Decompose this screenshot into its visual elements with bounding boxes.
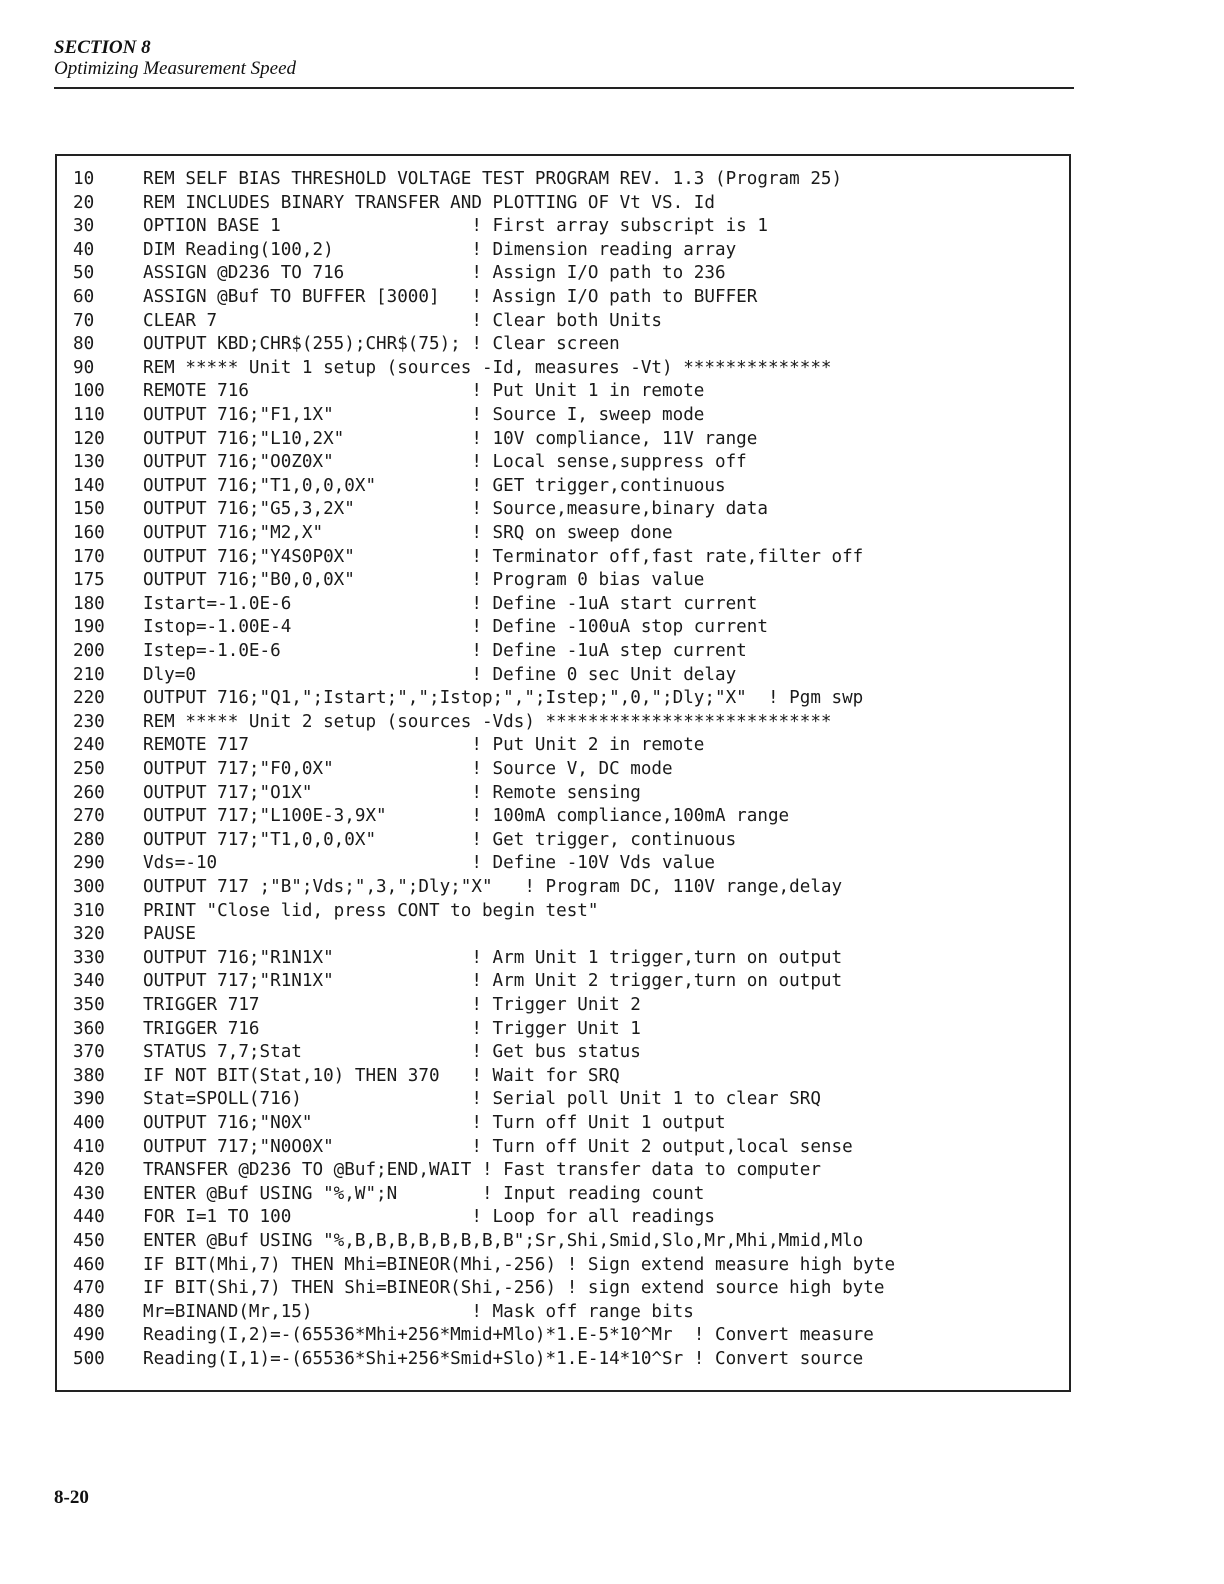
code-statement: Istop=-1.00E-4 ! Define -100uA stop current <box>143 617 768 638</box>
code-statement: REM INCLUDES BINARY TRANSFER AND PLOTTING OF Vt VS. Id <box>143 192 715 213</box>
line-number: 70 <box>73 310 95 331</box>
code-statement: OUTPUT 716;"M2,X" ! SRQ on sweep done <box>143 523 673 543</box>
line-number: 270 <box>73 806 105 827</box>
code-statement: Vds=-10 ! Define -10V Vds value <box>143 853 715 874</box>
line-number: 290 <box>73 853 105 874</box>
page-number: 8-20 <box>54 1487 89 1508</box>
line-number: 30 <box>73 216 95 237</box>
code-statement: REM ***** Unit 1 setup (sources -Id, measures -Vt) ************** <box>143 357 832 378</box>
code-statement: Mr=BINAND(Mr,15) ! Mask off range bits <box>143 1301 694 1322</box>
code-statement: ASSIGN @Buf TO BUFFER [3000] ! Assign I/O path to BUFFER <box>143 287 758 307</box>
code-statement: CLEAR 7 ! Clear both Units <box>143 310 663 331</box>
code-statement: STATUS 7,7;Stat ! Get bus status <box>143 1042 641 1063</box>
line-number: 130 <box>73 452 105 473</box>
line-number: 240 <box>73 735 105 756</box>
line-number: 370 <box>73 1042 105 1063</box>
line-number: 80 <box>73 334 95 355</box>
line-number: 390 <box>73 1089 105 1110</box>
code-statement: IF NOT BIT(Stat,10) THEN 370 ! Wait for SRQ <box>143 1065 620 1086</box>
line-number: 440 <box>73 1207 105 1228</box>
line-number: 350 <box>73 995 105 1015</box>
header-rule <box>54 87 1074 89</box>
code-statement: Istep=-1.0E-6 ! Define -1uA step current <box>143 641 747 661</box>
line-number: 430 <box>73 1183 105 1204</box>
line-number: 330 <box>73 947 105 968</box>
line-number: 50 <box>73 263 95 284</box>
code-statement: Stat=SPOLL(716) ! Serial poll Unit 1 to clear SRQ <box>143 1089 821 1110</box>
line-number: 20 <box>73 192 95 213</box>
line-number: 360 <box>73 1018 105 1039</box>
code-statement: IF BIT(Shi,7) THEN Shi=BINEOR(Shi,-256) ! sign extend source high byte <box>143 1278 885 1299</box>
line-number: 150 <box>73 499 105 520</box>
line-number: 190 <box>73 617 105 638</box>
line-number: 250 <box>73 759 105 779</box>
line-number: 470 <box>73 1278 105 1299</box>
line-number: 490 <box>73 1325 105 1346</box>
line-number: 200 <box>73 641 105 661</box>
line-number: 120 <box>73 428 105 449</box>
section-title: Optimizing Measurement Speed <box>54 58 297 79</box>
code-statement: OUTPUT 716;"F1,1X" ! Source I, sweep mode <box>143 405 705 425</box>
line-number: 400 <box>73 1113 105 1133</box>
code-statement: OUTPUT 716;"T1,0,0,0X" ! GET trigger,continuous <box>143 475 726 496</box>
code-statement: REM ***** Unit 2 setup (sources -Vds) *************************** <box>143 711 832 732</box>
code-statement: TRIGGER 716 ! Trigger Unit 1 <box>143 1018 641 1039</box>
line-number: 175 <box>73 570 105 591</box>
line-number: 230 <box>73 711 105 732</box>
line-number: 340 <box>73 971 105 992</box>
line-number: 480 <box>73 1301 105 1322</box>
code-statement: OPTION BASE 1 ! First array subscript is 1 <box>143 216 768 237</box>
code-statement: PAUSE <box>143 924 196 945</box>
line-number: 90 <box>73 357 95 378</box>
code-statement: REM SELF BIAS THRESHOLD VOLTAGE TEST PROGRAM REV. 1.3 (Program 25) <box>143 169 843 189</box>
code-statement: ASSIGN @D236 TO 716 ! Assign I/O path to 236 <box>143 263 726 284</box>
line-number: 300 <box>73 877 105 897</box>
line-number: 500 <box>73 1349 105 1369</box>
code-statement: OUTPUT 717;"R1N1X" ! Arm Unit 2 trigger,turn on output <box>143 971 843 992</box>
program-listing <box>55 154 1071 1392</box>
code-statement: ENTER @Buf USING "%,B,B,B,B,B,B,B,B";Sr,Shi,Smid,Slo,Mr,Mhi,Mmid,Mlo <box>143 1231 864 1251</box>
line-number: 210 <box>73 664 105 685</box>
code-statement: Reading(I,1)=-(65536*Shi+256*Smid+Slo)*1.E-14*10^Sr ! Convert source <box>143 1349 864 1369</box>
line-number: 60 <box>73 287 95 307</box>
line-number: 260 <box>73 782 105 803</box>
code-statement: OUTPUT 716;"G5,3,2X" ! Source,measure,binary data <box>143 499 768 520</box>
page-header <box>54 38 1074 80</box>
code-statement: OUTPUT 717;"N0O0X" ! Turn off Unit 2 output,local sense <box>143 1136 853 1157</box>
line-number: 460 <box>73 1254 105 1275</box>
code-statement: Dly=0 ! Define 0 sec Unit delay <box>143 664 737 685</box>
code-statement: OUTPUT 717;"T1,0,0,0X" ! Get trigger, continuous <box>143 829 737 850</box>
code-statement: ENTER @Buf USING "%,W";N ! Input reading count <box>143 1183 705 1204</box>
code-statement: OUTPUT 716;"R1N1X" ! Arm Unit 1 trigger,turn on output <box>143 947 843 968</box>
line-number: 420 <box>73 1160 105 1181</box>
section-label: SECTION 8 <box>54 37 151 58</box>
code-statement: PRINT "Close lid, press CONT to begin test" <box>143 900 599 921</box>
code-statement: TRIGGER 717 ! Trigger Unit 2 <box>143 995 641 1015</box>
code-statement: OUTPUT 717;"F0,0X" ! Source V, DC mode <box>143 759 673 779</box>
code-statement: OUTPUT 716;"O0Z0X" ! Local sense,suppress off <box>143 452 747 473</box>
line-number: 410 <box>73 1136 105 1157</box>
line-number: 280 <box>73 829 105 850</box>
code-statement: DIM Reading(100,2) ! Dimension reading array <box>143 239 737 260</box>
code-statement: IF BIT(Mhi,7) THEN Mhi=BINEOR(Mhi,-256) ! Sign extend measure high byte <box>143 1254 896 1275</box>
code-statement: FOR I=1 TO 100 ! Loop for all readings <box>143 1207 715 1228</box>
line-number: 40 <box>73 239 95 260</box>
line-number: 140 <box>73 475 105 496</box>
line-number: 180 <box>73 593 105 614</box>
code-statement: REMOTE 716 ! Put Unit 1 in remote <box>143 381 705 402</box>
code-statement: OUTPUT KBD;CHR$(255);CHR$(75); ! Clear screen <box>143 334 620 355</box>
line-number: 170 <box>73 546 105 567</box>
line-number: 320 <box>73 924 105 945</box>
code-statement: OUTPUT 717;"O1X" ! Remote sensing <box>143 782 641 803</box>
line-number: 110 <box>73 405 105 425</box>
line-number: 220 <box>73 688 105 709</box>
line-number: 100 <box>73 381 105 402</box>
code-statement: Reading(I,2)=-(65536*Mhi+256*Mmid+Mlo)*1.E-5*10^Mr ! Convert measure <box>143 1325 874 1346</box>
code-statement: OUTPUT 716;"N0X" ! Turn off Unit 1 output <box>143 1113 726 1133</box>
code-statement: OUTPUT 716;"L10,2X" ! 10V compliance, 11V range <box>143 428 758 449</box>
code-statement: OUTPUT 717;"L100E-3,9X" ! 100mA compliance,100mA range <box>143 806 790 827</box>
code-statement: TRANSFER @D236 TO @Buf;END,WAIT ! Fast transfer data to computer <box>143 1160 821 1181</box>
code-statement: Istart=-1.0E-6 ! Define -1uA start current <box>143 593 758 614</box>
code-statement: OUTPUT 717 ;"B";Vds;",3,";Dly;"X" ! Program DC, 110V range,delay <box>143 877 843 897</box>
line-number: 380 <box>73 1065 105 1086</box>
line-number: 160 <box>73 523 105 543</box>
code-statement: OUTPUT 716;"B0,0,0X" ! Program 0 bias value <box>143 570 705 591</box>
code-statement: OUTPUT 716;"Y4S0P0X" ! Terminator off,fast rate,filter off <box>143 546 864 567</box>
code-statement: REMOTE 717 ! Put Unit 2 in remote <box>143 735 705 756</box>
code-statement: OUTPUT 716;"Q1,";Istart;",";Istop;",";Istep;",0,";Dly;"X" ! Pgm swp <box>143 688 864 709</box>
line-number: 310 <box>73 900 105 921</box>
line-number: 450 <box>73 1231 105 1251</box>
line-number: 10 <box>73 169 95 189</box>
